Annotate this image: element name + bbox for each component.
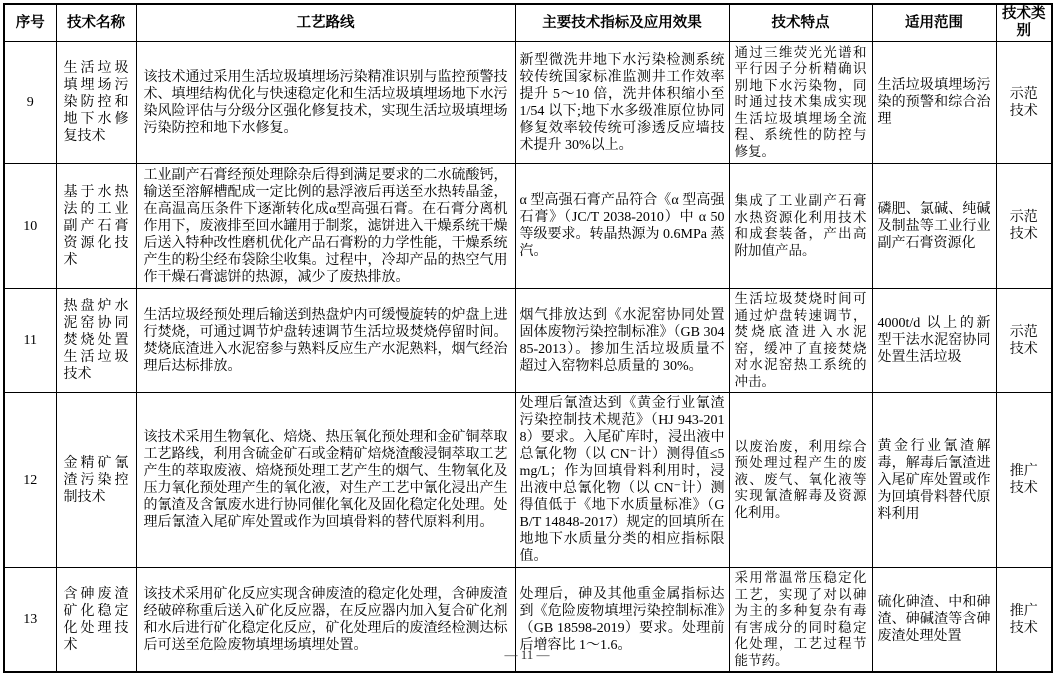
tech-name-cell: 热盘炉水泥窑协同焚烧处置生活垃圾技术 <box>56 289 136 393</box>
col-header-indicators: 主要技术指标及应用效果 <box>515 4 729 42</box>
category-cell: 推广技术 <box>996 568 1052 673</box>
category-cell: 示范技术 <box>996 42 1052 164</box>
col-header-name: 技术名称 <box>56 4 136 42</box>
table-row <box>4 42 1052 164</box>
scope-cell: 黄金行业氰渣解毒，解毒后氰渣进入尾矿库处置或作为回填骨料替代原料利用 <box>872 393 996 568</box>
tech-name-cell: 生活垃圾填埋场污染防控和地下水修复技术 <box>56 42 136 164</box>
row-number-cell: 9 <box>4 42 56 164</box>
scope-cell: 磷肥、氯碱、纯碱及制盐等工业行业副产石膏资源化 <box>872 164 996 289</box>
row-number-cell: 12 <box>4 393 56 568</box>
category-cell: 示范技术 <box>996 289 1052 393</box>
features-cell: 生活垃圾焚烧时间可通过炉盘转速调节，焚烧底渣进入水泥窑，缓冲了直接焚烧对水泥窑热工系统的冲击。 <box>729 289 872 393</box>
table-row <box>4 393 1052 568</box>
indicators-cell: 烟气排放达到《水泥窑协同处置固体废物污染控制标准》（GB 30485-2013）。掺加生活垃圾质量不超过入窑物料总质量的 30%。 <box>515 289 729 393</box>
features-cell: 通过三维荧光光谱和平行因子分析精确识别地下水污染物，同时通过技术集成实现生活垃圾填埋场全流程、系统性的防控与修复。 <box>729 42 872 164</box>
col-header-scope: 适用范围 <box>872 4 996 42</box>
row-number-cell: 13 <box>4 568 56 673</box>
page-number: — 11 — <box>504 647 550 662</box>
process-route-cell: 该技术通过采用生活垃圾填埋场污染精准识别与监控预警技术、填埋结构优化与快速稳定化和生活垃圾填埋场地下水污染风险评估与分级分区强化修复技术，实现生活垃圾填埋场污染防控和地下水修复。 <box>136 42 515 164</box>
col-header-no: 序号 <box>4 4 56 42</box>
col-header-process: 工艺路线 <box>136 4 515 42</box>
features-cell: 以废治废，利用综合预处理过程产生的废液、废气、氧化液等实现氰渣解毒及资源化利用。 <box>729 393 872 568</box>
indicators-cell: 新型微洗井地下水污染检测系统较传统国家标准监测井工作效率提升 5～10 倍，洗井体积缩小至 1/54 以下;地下水多级准原位协同修复效率较传统可渗透反应墙技术提升 30%以上。 <box>515 42 729 164</box>
indicators-cell: 处理后，砷及其他重金属指标达到《危险废物填埋污染控制标准》（GB 18598-2019）要求。处理前后增容比 1～1.6。 <box>515 568 729 673</box>
indicators-cell: α 型高强石膏产品符合《α 型高强石膏》（JC/T 2038-2010）中 α 50 等级要求。转晶热源为 0.6MPa 蒸汽。 <box>515 164 729 289</box>
process-route-cell: 该技术采用矿化反应实现含砷废渣的稳定化处理，含砷废渣经破碎称重后送入矿化反应器，在反应器内加入复合矿化剂和水后进行矿化稳定化反应，矿化处理后的废渣经检测达标后可送至危险废物填埋场填埋处置。 <box>136 568 515 673</box>
scope-cell: 生活垃圾填埋场污染的预警和综合治理 <box>872 42 996 164</box>
tech-name-cell: 基于水热法的工业副产石膏资源化技术 <box>56 164 136 289</box>
process-route-cell: 该技术采用生物氧化、焙烧、热压氧化预处理和金矿铜萃取工艺路线，利用含硫金矿石或金精矿焙烧渣酸浸铜萃取工艺产生的萃取废液、焙烧预处理工艺产生的烟气、生物氧化及压力氧化预处理产生的氧化液，对生产工艺中氰化浸出产生的氰渣及含氰废水进行协同催化氧化及固化稳定化处理。处理后氰渣入尾矿库处置或作为回填骨料的替代原料利用。 <box>136 393 515 568</box>
indicators-cell: 处理后氰渣达到《黄金行业氰渣污染控制技术规范》（HJ 943-2018）要求。入尾矿库时，浸出液中总氰化物（以 CN⁻计）测得值≤5mg/L；作为回填骨料利用时，浸出液中总氰化物（以 CN⁻计）测得值低于《地下水质量标准》（GB/T 14848-2017）规定的回填所在地地下水质量分类的相应指标限值。 <box>515 393 729 568</box>
features-cell: 集成了工业副产石膏水热资源化利用技术和成套装备，产出高附加值产品。 <box>729 164 872 289</box>
scope-cell: 硫化砷渣、中和砷渣、砷碱渣等含砷废渣处理处置 <box>872 568 996 673</box>
col-header-features: 技术特点 <box>729 4 872 42</box>
features-cell: 采用常温常压稳定化工艺，实现了对以砷为主的多种复杂有毒有害成分的同时稳定化处理，工艺过程节能节药。 <box>729 568 872 673</box>
tech-name-cell: 含砷废渣矿化稳定化处理技术 <box>56 568 136 673</box>
category-cell: 推广技术 <box>996 393 1052 568</box>
table-row <box>4 289 1052 393</box>
row-number-cell: 10 <box>4 164 56 289</box>
table-row <box>4 164 1052 289</box>
row-number-cell: 11 <box>4 289 56 393</box>
header-row <box>4 4 1052 42</box>
category-cell: 示范技术 <box>996 164 1052 289</box>
scope-cell: 4000t/d 以上的新型干法水泥窑协同处置生活垃圾 <box>872 289 996 393</box>
process-route-cell: 生活垃圾经预处理后输送到热盘炉内可缓慢旋转的炉盘上进行焚烧，可通过调节炉盘转速调节生活垃圾焚烧停留时间。焚烧底渣进入水泥窑参与熟料反应生产水泥熟料，烟气经治理后达标排放。 <box>136 289 515 393</box>
technology-table <box>3 3 1053 673</box>
tech-name-cell: 金精矿氰渣污染控制技术 <box>56 393 136 568</box>
col-header-category: 技术类别 <box>996 4 1052 42</box>
process-route-cell: 工业副产石膏经预处理除杂后得到满足要求的二水硫酸钙，输送至溶解槽配成一定比例的悬浮液后再送至水热转晶釜，在高温高压条件下逐渐转化成α型高强石膏。在石膏分离机作用下，废液排至回水罐用于制浆，滤饼进入干燥系统干燥后送入特种改性磨机优化产品石膏粉的力学性能，干燥系统产生的粉尘经布袋除尘收集。过程中，冷却产品的热空气用作干燥石膏滤饼的热源，减少了废热排放。 <box>136 164 515 289</box>
